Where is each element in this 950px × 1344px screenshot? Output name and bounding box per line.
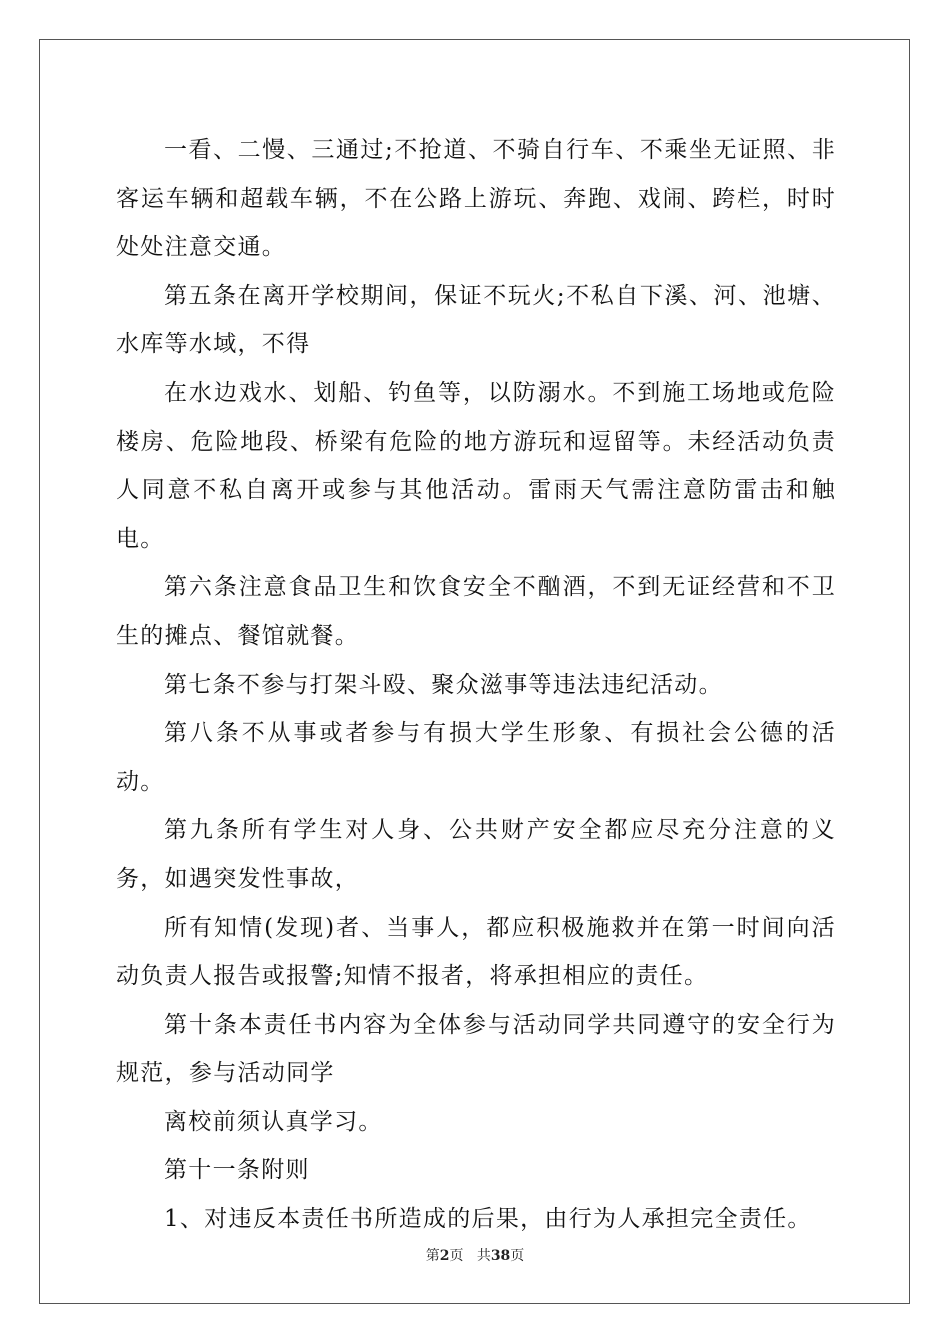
paragraph-8: 所有知情(发现)者、当事人，都应积极施救并在第一时间向活动负责人报告或报警;知情不报者，将承担相应的责任。	[116, 914, 836, 990]
page-suffix: 页	[449, 1248, 464, 1264]
document-body	[116, 126, 836, 1244]
total-suffix: 页	[510, 1248, 525, 1264]
paragraph-10: 离校前须认真学习。	[164, 1108, 383, 1135]
page-number: 2	[439, 1248, 450, 1264]
paragraph-6: 第八条不从事或者参与有损大学生形象、有损社会公德的活动。	[116, 720, 836, 795]
paragraph-7: 第九条所有学生对人身、公共财产安全都应尽充分注意的义务，如遇突发性事故，	[116, 817, 836, 892]
paragraph-5: 第七条不参与打架斗殴、聚众滋事等违法违纪活动。	[164, 671, 723, 698]
total-prefix: 共	[476, 1248, 491, 1264]
paragraph-2: 第五条在离开学校期间，保证不玩火;不私自下溪、河、池塘、水库等水域，不得	[116, 282, 836, 358]
paragraph-4: 第六条注意食品卫生和饮食安全不酗酒，不到无证经营和不卫生的摊点、餐馆就餐。	[116, 574, 836, 649]
paragraph-9: 第十条本责任书内容为全体参与活动同学共同遵守的安全行为规范，参与活动同学	[116, 1011, 836, 1087]
page-footer	[0, 1246, 950, 1266]
total-pages: 38	[490, 1248, 511, 1264]
paragraph-11: 第十一条附则	[164, 1157, 310, 1184]
paragraph-12: 1、对违反本责任书所造成的后果，由行为人承担完全责任。	[164, 1206, 812, 1233]
paragraph-3: 在水边戏水、划船、钓鱼等，以防溺水。不到施工场地或危险楼房、危险地段、桥梁有危险的地方游玩和逗留等。未经活动负责人同意不私自离开或参与其他活动。雷雨天气需注意防雷击和触电。	[116, 379, 836, 552]
paragraph-1: 一看、二慢、三通过;不抢道、不骑自行车、不乘坐无证照、非客运车辆和超载车辆，不在公路上游玩、奔跑、戏闹、跨栏，时时处处注意交通。	[116, 137, 836, 261]
page-prefix: 第	[425, 1248, 440, 1264]
